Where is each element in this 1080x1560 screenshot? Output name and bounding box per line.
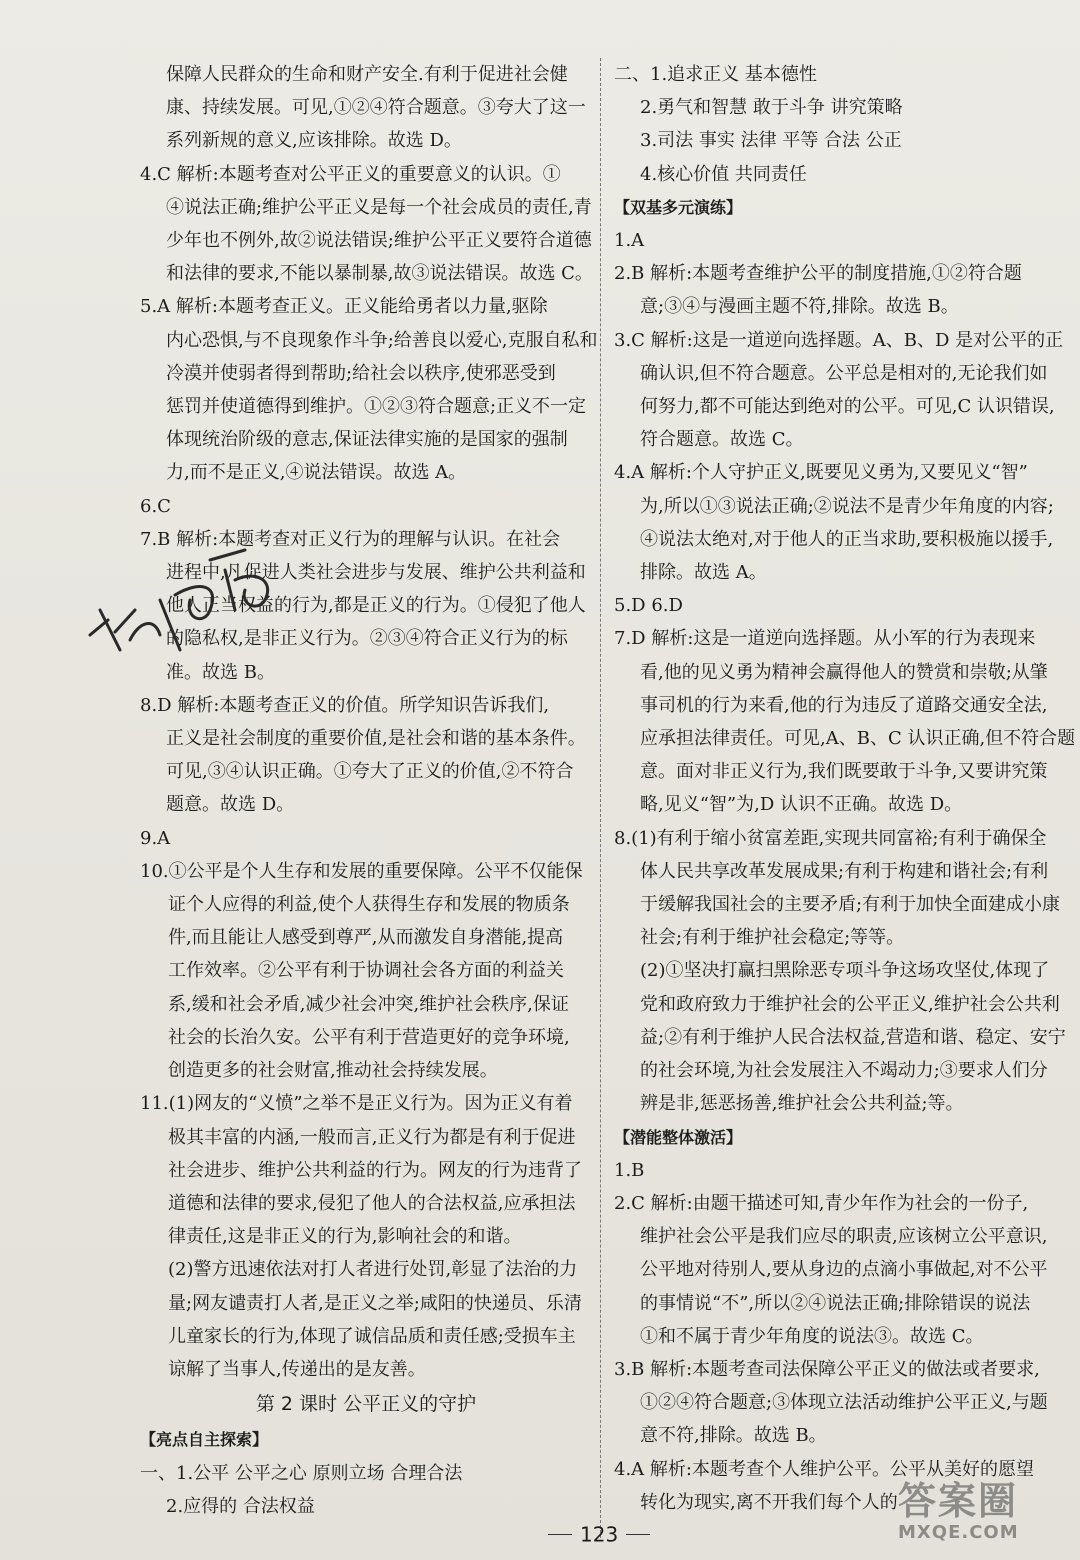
left-column <box>140 58 598 1523</box>
text-line: 意不符,排除。故选 B。 <box>640 1425 827 1447</box>
text-line: 他人正当权益的行为,都是正义的行为。①侵犯了他人 <box>166 595 586 617</box>
text-line: 儿童家长的行为,体现了诚信品质和责任感;受损车主 <box>168 1325 576 1347</box>
text-line: 3.司法 事实 法律 平等 合法 公正 <box>640 130 902 152</box>
text-line: ④说法太绝对,对于他人的正当求助,要积极施以援手, <box>640 528 1054 550</box>
text-line: 11.(1)网友的“义愤”之举不是正义行为。因为正义有着 <box>140 1093 573 1115</box>
text-line: 意;③④与漫画主题不符,排除。故选 B。 <box>640 296 959 318</box>
text-line: 应承担法律责任。可见,A、B、C 认识正确,但不符合题 <box>640 728 1076 750</box>
text-line: 力,而不是正义,④说法错误。故选 A。 <box>166 462 467 484</box>
text-line: 公平地对待别人,要从身边的点滴小事做起,对不公平 <box>640 1259 1048 1281</box>
text-line: 1.B <box>614 1159 645 1181</box>
text-line: 为,所以①③说法正确;②说法不是青少年角度的内容; <box>640 495 1054 517</box>
text-line: 维护社会公平是我们应尽的职责,应该树立公平意识, <box>640 1226 1048 1248</box>
text-line: 系列新规的意义,应该排除。故选 D。 <box>166 130 462 152</box>
text-line: 二、1.追求正义 基本德性 <box>614 64 817 85</box>
text-line: 量;网友谴责打人者,是正义之举;咸阳的快递员、乐清 <box>168 1292 582 1314</box>
text-line: 工作效率。②公平有利于协调社会各方面的利益关 <box>168 960 564 982</box>
page-number: 123 <box>540 1521 690 1547</box>
section-heading: 【双基多元演练】 <box>614 197 743 217</box>
watermark-logo <box>858 1470 1068 1550</box>
text-line: 题意。故选 D。 <box>166 794 295 816</box>
text-line: 益;②有利于维护人民合法权益,营造和谐、稳定、安宁 <box>640 1026 1066 1048</box>
text-line: 7.D 解析:这是一道逆向选择题。从小军的行为表现来 <box>614 628 1036 650</box>
text-line: 辨是非,惩恶扬善,维护社会公共利益;等。 <box>640 1093 964 1115</box>
text-line: 确认识,但不符合题意。公平总是相对的,无论我们如 <box>640 362 1048 384</box>
text-line: 体现统治阶级的意志,保证法律实施的是国家的强制 <box>166 429 568 451</box>
text-line: 体人民共享改革发展成果;有利于构建和谐社会;有利 <box>640 860 1049 882</box>
text-line: 3.C 解析:这是一道逆向选择题。A、B、D 是对公平的正 <box>614 329 1064 351</box>
text-line: 2.C 解析:由题干描述可知,青少年作为社会的一份子, <box>614 1192 1029 1214</box>
text-line: 系,缓和社会矛盾,减少社会冲突,维护社会秩序,保证 <box>168 993 569 1015</box>
text-line: 4.核心价值 共同责任 <box>640 163 807 185</box>
text-line: 的事情说“不”,所以②④说法正确;排除错误的说法 <box>640 1292 1031 1314</box>
text-line: 1.A <box>614 230 645 252</box>
text-line: ①②④符合题意;③体现立法活动维护公平正义,与题 <box>640 1392 1048 1414</box>
watermark-top: 答案圈 <box>898 1479 1019 1523</box>
text-line: 律责任,这是非正义的行为,影响社会的和谐。 <box>168 1226 522 1248</box>
text-line: 惩罚并使道德得到维护。①②③符合题意;正义不一定 <box>166 396 587 418</box>
lesson-title: 第 2 课时 公平正义的守护 <box>255 1393 477 1416</box>
text-line: 8.(1)有利于缩小贫富差距,实现共同富裕;有利于确保全 <box>614 827 1047 849</box>
text-line: 极其丰富的内涵,一般而言,正义行为都是有利于促进 <box>168 1126 576 1148</box>
text-line: 看,他的见义勇为精神会赢得他人的赞赏和崇敬;从肇 <box>640 661 1048 683</box>
text-line: 10.①公平是个人生存和发展的重要保障。公平不仅能保 <box>140 860 583 882</box>
text-line: 符合题意。故选 C。 <box>640 429 804 451</box>
text-line: 证个人应得的利益,使个人获得生存和发展的物质条 <box>168 894 570 916</box>
text-line: 道德和法律的要求,侵犯了他人的合法权益,应承担法 <box>168 1192 576 1214</box>
text-line: 党和政府致力于维护社会的公平正义,维护社会公共利 <box>640 993 1060 1015</box>
text-line: 排除。故选 A。 <box>640 562 767 584</box>
text-line: 准。故选 B。 <box>166 661 275 683</box>
watermark-bottom: MXQE.COM <box>898 1522 1019 1543</box>
text-line: 康、持续发展。可见,①②④符合题意。③夸大了这一 <box>166 97 586 119</box>
column-divider <box>600 58 601 1538</box>
text-line: 一、1.公平 公平之心 原则立场 合理合法 <box>140 1462 463 1484</box>
text-line: 4.A 解析:个人守护正义,既要见义勇为,又要见义“智” <box>614 462 1028 484</box>
text-line: 的社会环境,为社会发展注入不竭动力;③要求人们分 <box>640 1060 1048 1082</box>
text-line: ④说法正确;维护公平正义是每一个社会成员的责任,青 <box>166 196 592 218</box>
text-line: 5.A 解析:本题考查正义。正义能给勇者以力量,驱除 <box>140 296 548 318</box>
text-line: 何努力,都不可能达到绝对的公平。可见,C 认识错误, <box>640 396 1055 418</box>
text-line: 2.应得的 合法权益 <box>166 1495 315 1517</box>
text-line: 转化为现实,离不开我们每个人的 <box>640 1491 898 1513</box>
text-line: 件,而且能让人感受到尊严,从而激发自身潜能,提高 <box>168 927 564 949</box>
text-line: 社会的长治久安。公平有利于营造更好的竞争环境, <box>168 1026 570 1048</box>
text-line: (2)①坚决打赢扫黑除恶专项斗争这场攻坚仗,体现了 <box>640 960 1050 982</box>
text-line: 事司机的行为来看,他的行为违反了道路交通安全法, <box>640 694 1048 716</box>
text-line: 少年也不例外,故②说法错误;维护公平正义要符合道德 <box>166 230 592 252</box>
text-line: 8.D 解析:本题考查正义的价值。所学知识告诉我们, <box>140 694 550 716</box>
text-line: 于缓解我国社会的主要矛盾;有利于加快全面建成小康 <box>640 894 1061 916</box>
section-heading: 【潜能整体激活】 <box>614 1127 743 1147</box>
text-line: 3.B 解析:本题考查司法保障公平正义的做法或者要求, <box>614 1358 1040 1380</box>
right-column <box>614 58 1076 1519</box>
text-line: 创造更多的社会财富,推动社会持续发展。 <box>168 1060 498 1082</box>
text-line: 谅解了当事人,传递出的是友善。 <box>168 1358 426 1380</box>
text-line: 正义是社会制度的重要价值,是社会和谐的基本条件。 <box>166 728 586 750</box>
text-line: 4.A 解析:本题考查个人维护公平。公平从美好的愿望 <box>614 1458 1034 1480</box>
text-line: 和法律的要求,不能以暴制暴,故③说法错误。故选 C。 <box>166 263 593 285</box>
text-line: 2.B 解析:本题考查维护公平的制度措施,①②符合题 <box>614 263 1022 285</box>
text-line: 进程中,凡促进人类社会进步与发展、维护公共利益和 <box>166 562 586 584</box>
text-line: 冷漠并使弱者得到帮助;给社会以秩序,使邪恶受到 <box>166 362 556 384</box>
text-line: 可见,③④认识正确。①夸大了正义的价值,②不符合 <box>166 761 574 783</box>
text-line: 略,见义“智”为,D 认识不正确。故选 D。 <box>640 794 963 816</box>
section-heading: 【亮点自主探索】 <box>140 1430 269 1450</box>
text-line: (2)警方迅速依法对打人者进行处罚,彰显了法治的力 <box>168 1259 578 1281</box>
text-line: 4.C 解析:本题考查对公平正义的重要意义的认识。① <box>140 163 561 185</box>
text-line: 9.A <box>140 827 171 849</box>
text-line: 保障人民群众的生命和财产安全.有利于促进社会健 <box>166 64 568 85</box>
handwritten-scribble <box>60 540 320 670</box>
text-line: 社会进步、维护公共利益的行为。网友的行为违背了 <box>168 1159 582 1181</box>
text-line: 2.勇气和智慧 敢于斗争 讲究策略 <box>640 97 903 119</box>
text-line: 社会;有利于维护社会稳定;等等。 <box>640 927 905 949</box>
text-line: 7.B 解析:本题考查对正义行为的理解与认识。在社会 <box>140 528 561 550</box>
text-line: 内心恐惧,与不良现象作斗争;给善良以爱心,克服自私和 <box>166 329 598 351</box>
text-line: 的隐私权,是非正义行为。②③④符合正义行为的标 <box>166 628 568 650</box>
text-line: ①和不属于青少年角度的说法③。故选 C。 <box>640 1325 984 1347</box>
text-line: 意。面对非正义行为,我们既要敢于斗争,又要讲究策 <box>640 761 1048 783</box>
text-line: 5.D 6.D <box>614 595 683 617</box>
text-line: 6.C <box>140 495 171 517</box>
